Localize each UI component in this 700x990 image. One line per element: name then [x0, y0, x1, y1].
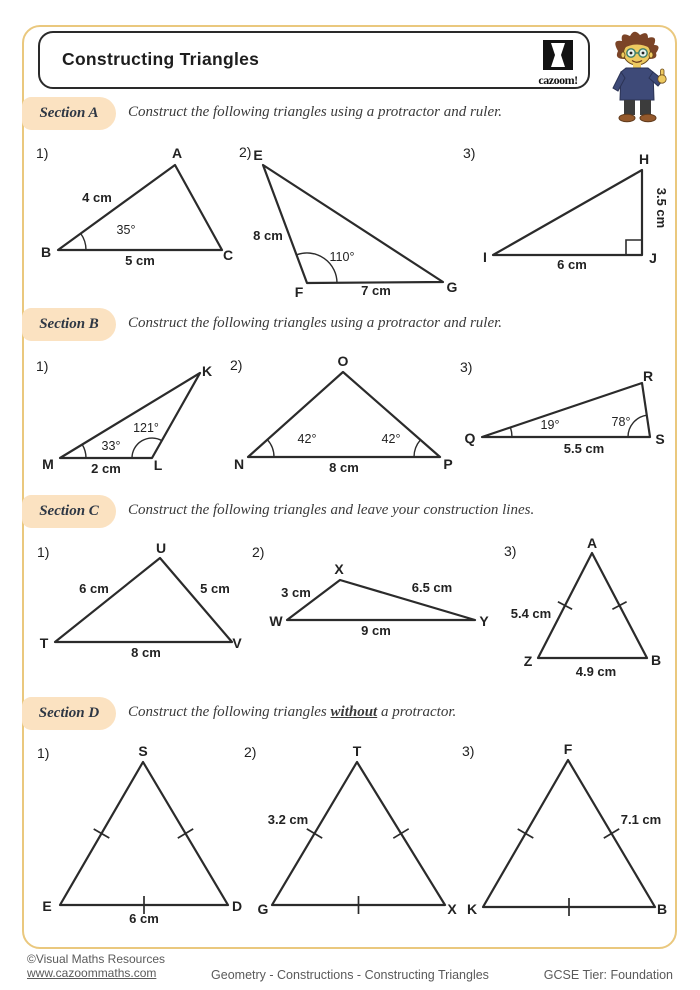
triangle-abc	[36, 145, 233, 268]
footer-website-link[interactable]: www.cazoommaths.com	[27, 966, 157, 980]
side-measurement: 6 cm	[79, 581, 109, 596]
vertex-label: K	[201, 363, 213, 379]
vertex-label: G	[257, 901, 269, 917]
angle-measurement: 42°	[381, 432, 401, 446]
angle-measurement: 121°	[133, 421, 159, 435]
angle-measurement: 110°	[329, 250, 355, 264]
vertex-label: F	[294, 284, 304, 300]
problem-number: 1)	[36, 358, 49, 374]
section-c-instruction: Construct the following triangles and leave your construction lines.	[128, 502, 535, 518]
problem-number: 1)	[36, 145, 49, 161]
vertex-label: A	[171, 145, 183, 161]
angle-arc	[82, 445, 86, 459]
section-d-instruction-suffix: a protractor.	[377, 704, 457, 720]
vertex-label: B	[656, 901, 668, 917]
vertex-label: A	[586, 535, 598, 551]
triangle-outline	[60, 762, 228, 905]
angle-arc	[628, 415, 647, 437]
triangle-nop	[230, 353, 453, 475]
angle-measurement: 33°	[101, 439, 121, 453]
vertex-label: Y	[479, 613, 489, 629]
triangle-outline	[272, 762, 445, 905]
vertex-label: J	[649, 250, 657, 266]
triangle-esd	[37, 743, 242, 926]
problem-number: 3)	[462, 743, 475, 759]
triangle-zab	[504, 535, 661, 679]
angle-arc	[81, 234, 86, 251]
angle-measurement: 78°	[611, 415, 631, 429]
triangle-gtx	[244, 743, 457, 917]
tick-mark	[558, 602, 572, 609]
problem-number: 2)	[239, 144, 252, 160]
problem-number: 3)	[463, 145, 476, 161]
tick-mark	[307, 829, 322, 838]
base-measurement: 8 cm	[329, 460, 359, 475]
problem-number: 3)	[504, 543, 517, 559]
tick-mark	[518, 829, 534, 838]
vertex-label: S	[138, 743, 148, 759]
side-measurement: 5.4 cm	[510, 606, 552, 621]
vertex-label: K	[466, 901, 478, 917]
tick-mark	[604, 829, 619, 838]
vertex-label: M	[42, 456, 54, 472]
base-measurement: 5 cm	[125, 253, 155, 268]
section-d-instruction-emphasis: without	[330, 704, 378, 720]
angle-measurement: 35°	[116, 223, 136, 237]
vertex-label: G	[446, 279, 458, 295]
vertex-label: I	[483, 249, 487, 265]
triangle-qrs	[460, 359, 665, 456]
vertex-label: E	[253, 147, 263, 163]
triangle-mkl	[36, 358, 212, 476]
side-measurement: 3.2 cm	[267, 812, 309, 827]
vertex-label: X	[447, 901, 457, 917]
side-measurement: 7.1 cm	[620, 812, 662, 827]
triangle-outline	[493, 170, 642, 255]
problem-number: 2)	[230, 357, 243, 373]
triangle-outline	[263, 165, 443, 283]
right-angle-mark	[626, 240, 642, 255]
side-measurement: 3 cm	[281, 585, 311, 600]
vertex-label: Q	[464, 430, 476, 446]
footer-tier: GCSE Tier: Foundation	[543, 968, 673, 982]
base-measurement: 6 cm	[557, 257, 587, 272]
vertex-label: D	[231, 898, 243, 914]
vertex-label: E	[42, 898, 52, 914]
footer-topic: Geometry - Constructions - Constructing Triangles	[211, 968, 489, 982]
tick-mark	[612, 602, 626, 609]
vertex-label: N	[233, 456, 245, 472]
base-measurement: 2 cm	[91, 461, 121, 476]
base-measurement: 8 cm	[131, 645, 161, 660]
section-a-label-text: Section A	[39, 105, 99, 121]
triangle-wxy	[252, 544, 489, 638]
angle-arc	[414, 440, 420, 457]
vertex-label: C	[222, 247, 234, 263]
vertex-label: F	[563, 741, 573, 757]
vertex-label: O	[337, 353, 349, 369]
triangle-tuv	[37, 540, 242, 660]
triangle-outline	[248, 372, 440, 457]
triangle-outline	[483, 760, 655, 907]
side-measurement: 3.5 cm	[654, 187, 669, 229]
base-measurement: 6 cm	[129, 911, 159, 926]
tick-mark	[178, 829, 193, 838]
section-b-label-text: Section B	[39, 316, 99, 332]
vertex-label: L	[153, 457, 163, 473]
section-b-instruction: Construct the following triangles using a protractor and ruler.	[128, 315, 503, 331]
vertex-label: T	[39, 635, 49, 651]
problem-number: 2)	[252, 544, 265, 560]
problem-number: 3)	[460, 359, 473, 375]
section-c-label-text: Section C	[39, 503, 99, 519]
side-measurement: 5 cm	[200, 581, 230, 596]
vertex-label: B	[650, 652, 662, 668]
triangle-outline	[55, 558, 232, 642]
side-measurement: 8 cm	[253, 228, 283, 243]
vertex-label: T	[352, 743, 362, 759]
side-measurement: 4 cm	[82, 190, 112, 205]
vertex-label: S	[655, 431, 665, 447]
base-measurement: 4.9 cm	[575, 664, 617, 679]
angle-measurement: 19°	[540, 418, 560, 432]
vertex-label: Z	[523, 653, 533, 669]
angle-measurement: 42°	[297, 432, 317, 446]
triangle-outline	[60, 373, 200, 458]
section-d-label-text: Section D	[38, 705, 100, 721]
vertex-label: H	[638, 151, 650, 167]
problem-number: 1)	[37, 544, 50, 560]
triangle-kfb	[462, 741, 667, 917]
base-measurement: 7 cm	[361, 283, 391, 298]
vertex-label: P	[443, 456, 453, 472]
section-d-instruction-prefix: Construct the following triangles	[128, 704, 331, 720]
vertex-label: V	[232, 635, 242, 651]
angle-arc	[510, 427, 512, 437]
angle-arc	[267, 440, 274, 457]
side-measurement: 6.5 cm	[411, 580, 453, 595]
triangle-efg	[239, 144, 458, 300]
footer-copyright: ©Visual Maths Resources	[27, 952, 166, 966]
base-measurement: 9 cm	[361, 623, 391, 638]
vertex-label: R	[642, 368, 654, 384]
tick-mark	[393, 829, 408, 838]
base-measurement: 5.5 cm	[563, 441, 605, 456]
cazoom-logo-text: cazoom!	[538, 73, 578, 87]
problem-number: 1)	[37, 745, 50, 761]
triangle-hij	[463, 145, 669, 272]
vertex-label: W	[269, 613, 283, 629]
vertex-label: X	[334, 561, 344, 577]
problem-number: 2)	[244, 744, 257, 760]
vertex-label: U	[155, 540, 167, 556]
section-a-instruction: Construct the following triangles using a protractor and ruler.	[128, 104, 503, 120]
page-title: Constructing Triangles	[62, 49, 260, 69]
triangle-outline	[538, 553, 647, 658]
tick-mark	[94, 829, 110, 838]
vertex-label: B	[40, 244, 52, 260]
